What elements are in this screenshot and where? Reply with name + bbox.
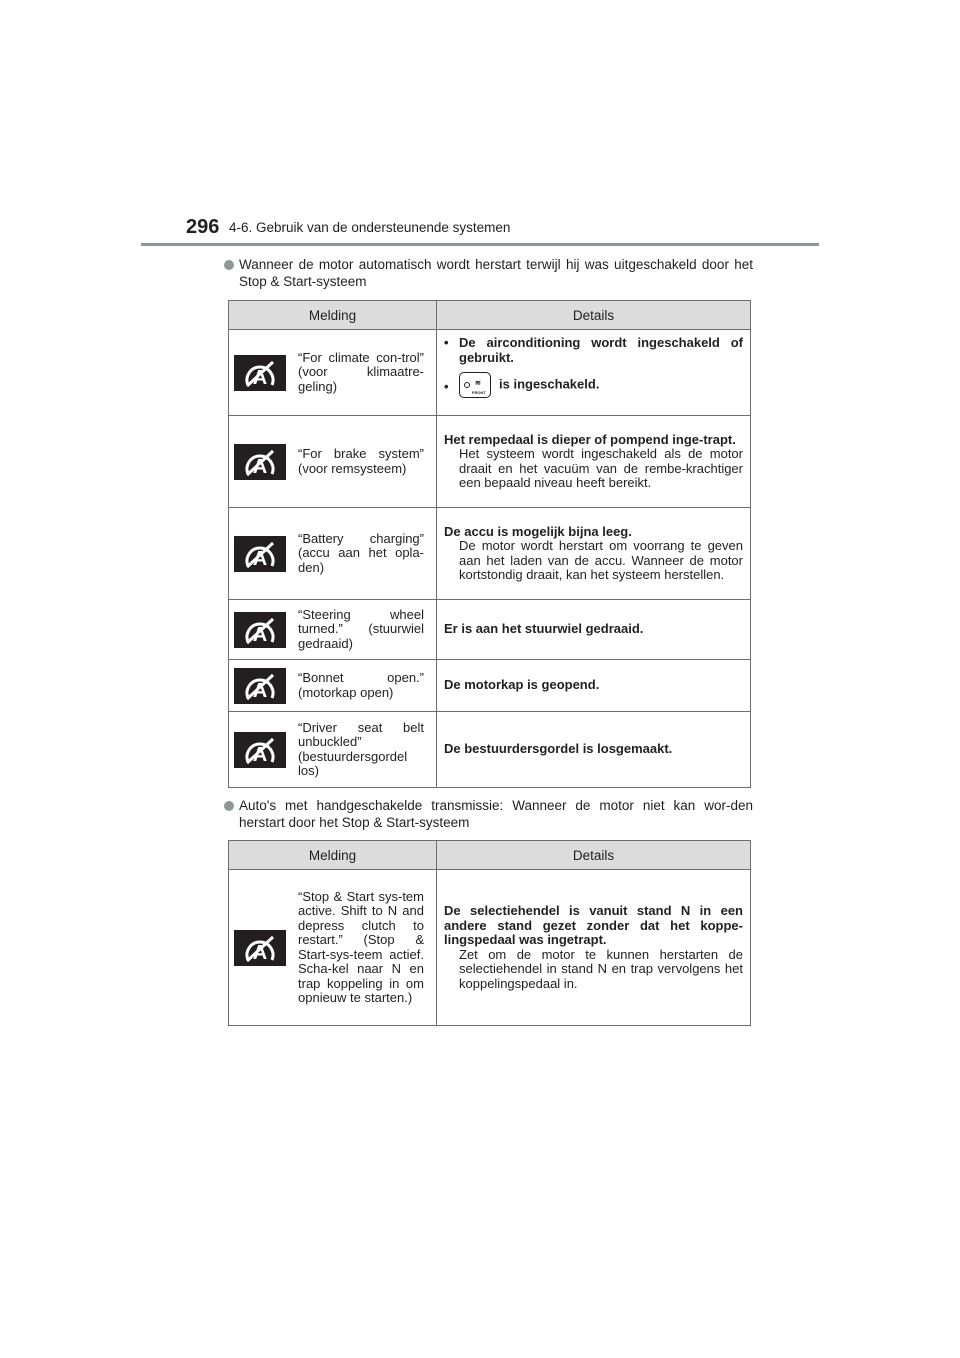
detail-heading: Het rempedaal is dieper of pompend inge-trapt. bbox=[444, 431, 736, 447]
table-row bbox=[229, 660, 751, 712]
detail-heading: De selectiehendel is vanuit stand N in een andere stand gezet zonder dat het koppe-lingspedaal was ingetrapt. bbox=[444, 903, 743, 947]
svg-text:A: A bbox=[252, 455, 268, 478]
message-text: “Driver seat belt unbuckled” (bestuurdersgordel los) bbox=[298, 719, 424, 778]
svg-text:A: A bbox=[252, 366, 268, 389]
header-divider bbox=[141, 243, 819, 246]
table-row bbox=[229, 330, 751, 416]
detail-item: • De airconditioning wordt ingeschakeld of gebruikt. bbox=[444, 335, 743, 365]
table-row bbox=[229, 508, 751, 600]
detail-heading: De bestuurdersgordel is losgemaakt. bbox=[437, 712, 751, 788]
restart-messages-table bbox=[228, 300, 751, 788]
message-text: “For brake system” (voor remsysteem) bbox=[298, 446, 424, 476]
message-text: “Battery charging” (accu aan het opla-den) bbox=[298, 530, 424, 575]
stop-start-cancel-icon bbox=[234, 444, 286, 480]
svg-text:A: A bbox=[252, 623, 268, 646]
stop-start-cancel-icon bbox=[234, 355, 286, 391]
front-defogger-key-icon: ≋ FRONT bbox=[459, 372, 491, 398]
column-header-message: Melding bbox=[229, 301, 437, 330]
stop-start-cancel-icon bbox=[234, 536, 286, 572]
detail-item: • ≋ FRONT is ingeschakeld. bbox=[444, 372, 743, 398]
detail-text: Het systeem wordt ingeschakeld als de motor draait en het vacuüm van de rembe-krachtiger een bepaald niveau heeft bereikt. bbox=[459, 446, 743, 490]
message-text: “Stop & Start sys-tem active. Shift to N and depress clutch to restart.” (Stop & Start-sys-teem actief. Scha-kel naar N en trap koppeling in om opnieuw te starten.) bbox=[298, 888, 424, 1005]
svg-text:A: A bbox=[252, 679, 268, 702]
message-text: “Steering wheel turned.” (stuurwiel gedraaid) bbox=[298, 606, 424, 651]
detail-heading: De accu is mogelijk bijna leeg. bbox=[444, 523, 632, 539]
message-text: “Bonnet open.” (motorkap open) bbox=[298, 670, 424, 700]
svg-text:A: A bbox=[252, 547, 268, 570]
table-row bbox=[229, 600, 751, 660]
column-header-details: Details bbox=[437, 301, 751, 330]
detail-heading: Er is aan het stuurwiel gedraaid. bbox=[437, 600, 751, 660]
bullet-text: Wanneer de motor automatisch wordt herstart terwijl hij was uitgeschakeld door het Stop & Start-systeem bbox=[239, 257, 753, 289]
page-number: 296 bbox=[186, 216, 220, 238]
table-row bbox=[229, 870, 751, 1026]
section-title: 4-6. Gebruik van de ondersteunende systemen bbox=[229, 220, 511, 235]
bullet-auto-restart bbox=[224, 256, 752, 292]
stop-start-cancel-icon bbox=[234, 668, 286, 704]
stop-start-cancel-icon bbox=[234, 930, 286, 966]
bullet-manual-transmission bbox=[224, 797, 752, 833]
stop-start-cancel-icon bbox=[234, 732, 286, 768]
manual-transmission-table bbox=[228, 840, 751, 1026]
bullet-dot-icon bbox=[224, 801, 234, 811]
svg-text:A: A bbox=[252, 941, 268, 964]
column-header-message: Melding bbox=[229, 841, 437, 870]
bullet-text: Auto's met handgeschakelde transmissie: Wanneer de motor niet kan wor-den herstart door het Stop & Start-systeem bbox=[239, 798, 753, 830]
svg-text:A: A bbox=[252, 743, 268, 766]
bullet-dot-icon bbox=[224, 260, 234, 270]
detail-text: Zet om de motor te kunnen herstarten de selectiehendel in stand N en trap vervolgens het koppelingspedaal in. bbox=[459, 946, 743, 991]
detail-heading: De motorkap is geopend. bbox=[437, 660, 751, 712]
column-header-details: Details bbox=[437, 841, 751, 870]
stop-start-cancel-icon bbox=[234, 612, 286, 648]
message-text: “For climate con-trol” (voor klimaatre-geling) bbox=[298, 349, 424, 394]
table-row bbox=[229, 712, 751, 788]
detail-text: De motor wordt herstart om voorrang te geven aan het laden van de accu. Wanneer de motor kortstondig draait, kan het systeem herstellen. bbox=[459, 538, 743, 582]
table-row bbox=[229, 416, 751, 508]
